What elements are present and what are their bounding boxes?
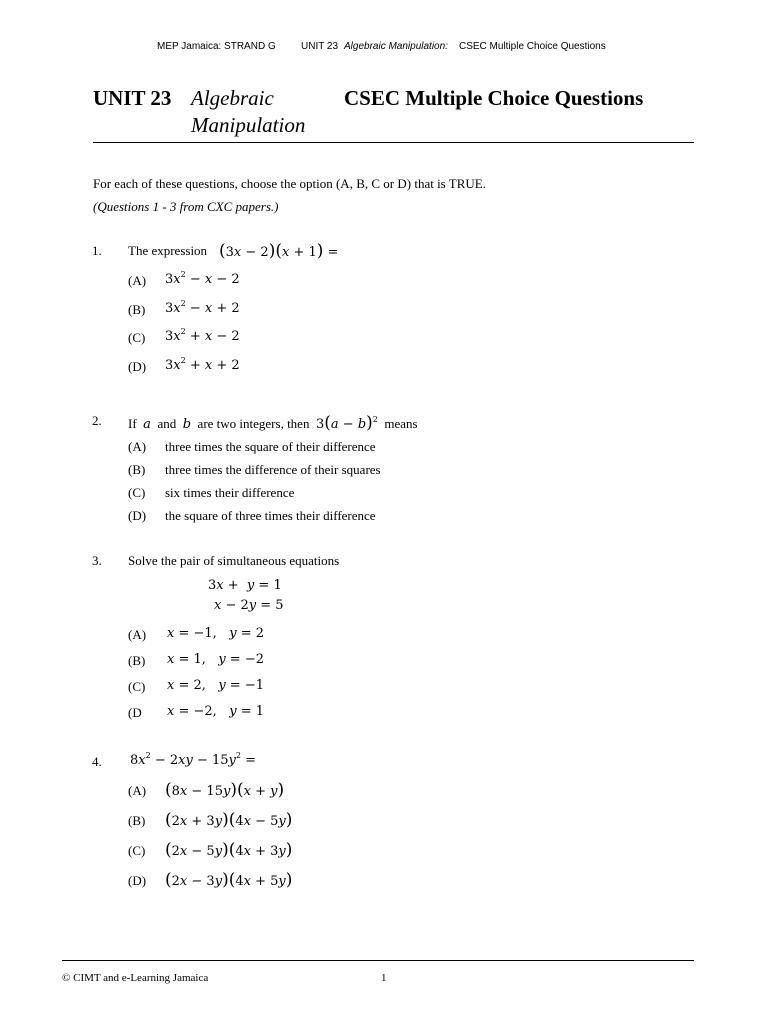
q3-option-b-label: (B) xyxy=(128,653,146,668)
page-title-unit: UNIT 23 xyxy=(93,86,172,110)
title-rule xyxy=(93,142,694,143)
page-title-topic-line1: Algebraic xyxy=(191,86,274,110)
q4-option-b-label: (B) xyxy=(128,813,146,828)
instructions-source: (Questions 1 - 3 from CXC papers.) xyxy=(93,199,279,214)
q1-option-c-label: (C) xyxy=(128,330,146,345)
header-strand: MEP Jamaica: STRAND G xyxy=(157,41,276,52)
q2-option-d: the square of three times their difference xyxy=(165,508,376,523)
q4-option-c: (2x − 5y)(4x + 3y) xyxy=(165,840,293,860)
header-unit: UNIT 23 xyxy=(301,41,339,52)
q2-option-c: six times their difference xyxy=(165,485,295,500)
instructions-main: For each of these questions, choose the option (A, B, C or D) that is TRUE. xyxy=(93,176,486,191)
q3-option-c-label: (C) xyxy=(128,679,146,694)
question-3-stem: Solve the pair of simultaneous equations xyxy=(128,553,340,568)
q1-option-a: $3x^2 - x - 2$ xyxy=(165,270,240,287)
q2-option-a: three times the square of their difference xyxy=(165,439,376,454)
question-1-stem-math: (3x − 2)(x + 1) = xyxy=(219,241,339,261)
question-3-number: 3. xyxy=(92,553,102,568)
q3-option-c: x = 2, y = −1 xyxy=(167,678,264,693)
q2-option-b: three times the difference of their squares xyxy=(165,462,381,477)
question-2-number: 2. xyxy=(92,413,102,428)
q4-option-b: (2x + 3y)(4x − 5y) xyxy=(165,810,293,830)
q1-option-b-label: (B) xyxy=(128,302,146,317)
question-1-number: 1. xyxy=(92,243,102,258)
q2-option-a-label: (A) xyxy=(128,439,147,454)
q1-option-a-label: (A) xyxy=(128,273,147,288)
q2-option-d-label: (D) xyxy=(128,508,147,523)
footer-copyright: © CIMT and e-Learning Jamaica xyxy=(62,972,209,984)
q4-option-d-label: (D) xyxy=(128,873,147,888)
q4-option-a-label: (A) xyxy=(128,783,147,798)
footer-rule xyxy=(62,960,694,961)
q3-option-d: x = −2, y = 1 xyxy=(167,704,264,719)
header-unit-topic: Algebraic Manipulation: xyxy=(344,41,448,52)
q2-option-b-label: (B) xyxy=(128,462,146,477)
page-title-section: CSEC Multiple Choice Questions xyxy=(344,86,644,110)
question-1-stem-prefix: The expression xyxy=(128,243,208,258)
page-number: 1 xyxy=(381,972,387,984)
question-2-stem: If a and b are two integers, then $3(a - b)^2$ means xyxy=(128,413,418,433)
page-title-topic-line2: Manipulation xyxy=(191,113,306,137)
question-3-equation-2: x − 2y = 5 xyxy=(214,598,284,613)
q1-option-d-label: (D) xyxy=(128,359,147,374)
question-4-number: 4. xyxy=(92,754,102,769)
q1-option-d: $3x^2 + x + 2$ xyxy=(165,356,240,373)
q4-option-c-label: (C) xyxy=(128,843,146,858)
q3-option-a: x = −1, y = 2 xyxy=(167,626,264,641)
question-3-equation-1: 3x + y = 1 xyxy=(208,578,282,593)
q1-option-b: $3x^2 - x + 2$ xyxy=(165,299,240,316)
q4-option-a: (8x − 15y)(x + y) xyxy=(165,780,285,800)
q3-option-b: x = 1, y = −2 xyxy=(167,652,264,667)
q4-option-d: (2x − 3y)(4x + 5y) xyxy=(165,870,293,890)
q1-option-c: $3x^2 + x - 2$ xyxy=(165,327,240,344)
question-4-stem-math: $8x^2 - 2xy - 15y^2$ = xyxy=(130,751,257,768)
q3-option-d-label: (D xyxy=(128,705,142,720)
header-section: CSEC Multiple Choice Questions xyxy=(459,41,606,52)
q2-option-c-label: (C) xyxy=(128,485,146,500)
q3-option-a-label: (A) xyxy=(128,627,147,642)
